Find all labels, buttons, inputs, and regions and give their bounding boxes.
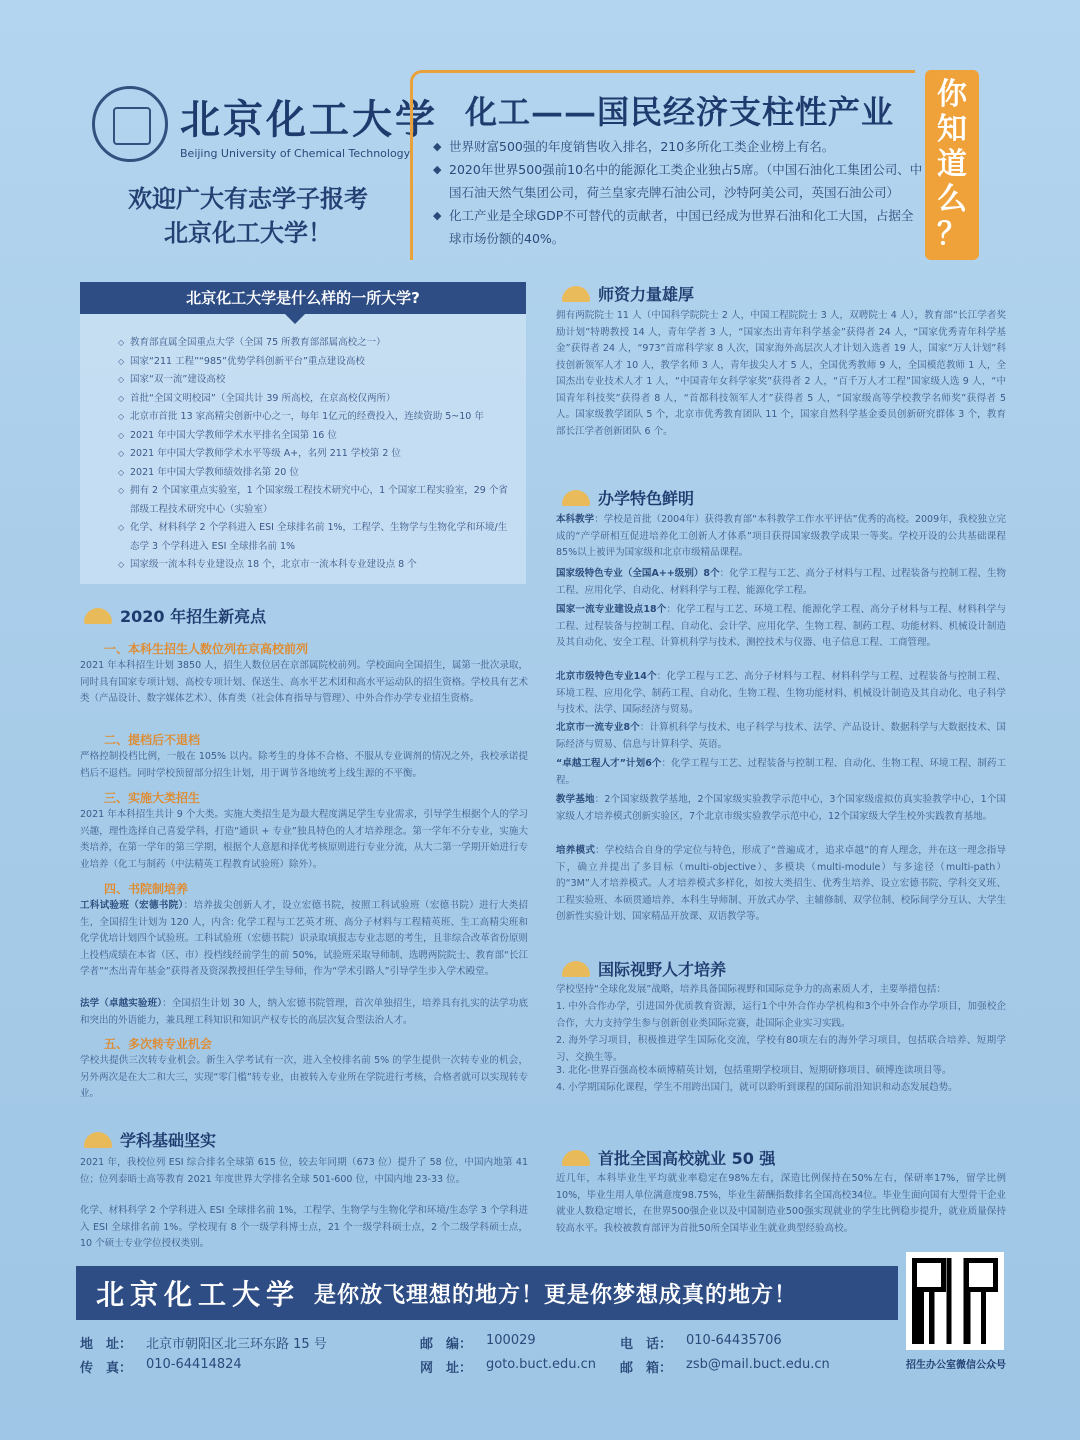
list-item: ◇ 2021 年中国大学教师绩效排名第 20 位 xyxy=(120,464,514,483)
highlight-3-title: 三、实施大类招生 xyxy=(104,791,201,805)
what-university-list xyxy=(80,314,526,575)
fan-icon xyxy=(84,608,112,624)
industry-title: 化工——国民经济支柱性产业 xyxy=(465,93,895,131)
fax: 传 真： 010-64414824 xyxy=(80,1356,242,1376)
list-item: ◆ 2020年世界500强前10名中的能源化工类企业独占5席。（中国石油化工集团公司、中国石油天然气集团公司，荷兰皇家壳牌石油公司，沙特阿美公司，英国石油公司） xyxy=(433,158,923,204)
welcome-message: 欢迎广大有志学子报考 北京化工大学！ xyxy=(128,184,368,247)
highlights-header: 2020 年招生新亮点 xyxy=(84,604,266,627)
qr-caption: 招生办公室微信公众号 xyxy=(906,1360,1006,1371)
list-item: ◇ 国家级一流本科专业建设点 18 个，北京市一流本科专业建设点 8 个 xyxy=(120,556,514,575)
foundation-text-2: 化学、材料科学 2 个学科进入 ESI 全球排名前 1%，工程学、生物学与生物化学和环境/生态学 3 个学科进入 ESI 全球排名前 1%。学校现有 8 个一级学科博士点，21 个一级学科硕士点，2 个二级学科硕士点，10 个硕士专业学位授权类别。 xyxy=(80,1205,528,1249)
email[interactable]: 邮 箱： zsb@mail.buct.edu.cn xyxy=(620,1356,830,1376)
what-university-title: 北京化工大学是什么样的一所大学? xyxy=(80,282,526,314)
fan-icon xyxy=(562,490,590,506)
industry-box xyxy=(410,70,923,260)
features-text-1: 本科教学：学校是首批（2004年）获得教育部“本科教学工作水平评估”优秀的高校。2009年，我校独立完成的“产学研相互促进培养化工创新人才体系”项目获得国家级教学成果一等奖。学校开设的公共基础课程85%以上被评为国家级和北京市级精品课程。 xyxy=(556,514,1006,558)
contact-info xyxy=(80,1330,900,1378)
highlight-4-title: 四、书院制培养 xyxy=(104,882,189,896)
international-header: 国际视野人才培养 xyxy=(562,957,726,980)
list-item: ◇ 教育部直属全国重点大学（全国 75 所教育部部属高校之一） xyxy=(120,334,514,353)
list-item: ◇ 首批“全国文明校园”（全国共计 39 所高校，在京高校仅两所） xyxy=(120,390,514,409)
highlight-5-title: 五、多次转专业机会 xyxy=(104,1037,213,1051)
international-text-1: 1. 中外合作办学，引进国外优质教育资源，运行1个中外合作办学机构和3个中外合作办学项目，加强校企合作，大力支持学生参与创新创业类国际竞赛，赴国际企业实习实践。 xyxy=(556,1001,1006,1029)
highlight-3-text: 2021 年本科招生共计 9 个大类。实施大类招生是为最大程度满足学生专业需求，引导学生根据个人的学习兴趣，理性选择自己喜爱学科，打造“通识 + 专业”独具特色的人才培养理念。第一学年不分专业，实施大类培养，在第一学年的第三学期，根据个人意愿和择优考核原则进行专业分流，从大二第一学期开始进行专业培养（化工与制药（中法精英工程教育试验班）除外）。 xyxy=(80,809,528,870)
did-you-know-banner: 你 知 道 么 ？ xyxy=(925,70,979,260)
wechat-qr-code xyxy=(906,1252,1004,1350)
logo-en-name: Beijing University of Chemical Technology xyxy=(180,147,411,160)
university-seal-icon xyxy=(92,86,168,162)
foundation-text-1: 2021 年，我校位列 ESI 综合排名全球第 615 位，较去年同期（673 位）提升了 58 位，中国内地第 41 位；位列泰晤士高等教育 2021 年度世界大学排名全球 501-600 位，中国内地 23-33 位。 xyxy=(80,1157,528,1185)
employment-header: 首批全国高校就业 50 强 xyxy=(562,1146,775,1169)
qr-code-icon xyxy=(912,1258,998,1344)
features-text-3: 国家一流专业建设点18个：化学工程与工艺、环境工程、能源化学工程、高分子材料与工程、材料科学与工程、过程装备与控制工程、自动化、会计学、应用化学、生物工程、制药工程、功能材料、机械设计制造及其自动化、安全工程、计算机科学与技术、测控技术与仪器、电子信息工程、工商管理。 xyxy=(556,604,1006,648)
industry-list xyxy=(433,135,923,250)
features-text-6: “卓越工程人才”计划6个：化学工程与工艺、过程装备与控制工程、自动化、生物工程、环境工程、制药工程。 xyxy=(556,758,1006,786)
slogan-text: 是你放飞理想的地方！更是你梦想成真的地方！ xyxy=(314,1282,798,1308)
international-text-3: 3. 北化-世界百强高校本硕博精英计划，包括重期学校项目、短期研修项目、硕博连读项目等。 xyxy=(556,1065,952,1076)
list-item: ◇ 拥有 2 个国家重点实验室，1 个国家级工程技术研究中心，1 个国家工程实验室，29 个省部级工程技术研究中心（实验室） xyxy=(120,482,514,519)
features-text-2: 国家级特色专业（全国A++级别）8个：化学工程与工艺、高分子材料与工程、过程装备与控制工程、生物工程、应用化学、自动化、材料科学与工程、能源化学工程。 xyxy=(556,568,1006,596)
fan-icon xyxy=(562,286,590,302)
highlight-4-text-1: 工科试验班（宏德书院）：培养拔尖创新人才，设立宏德书院，按照工科试验班（宏德书院）进行大类招生，全国招生计划为 120 人，内含: 化学工程与工艺英才班、高分子材料与工程精英班、生工高精尖班和化学优培计划四个试验班。工科试验班（宏德书院）识录取填报志专业志愿的考生，且非综合改革省份原则上投档成绩在本省（区、市）投档线经前学生的前 50%，试验班采取导师制、选聘两院院士、教育部“长江学者”“杰出青年基金”获得者及资深教授担任学生导师，作为“学术引路人”引导学生步入学术殿堂。 xyxy=(80,900,528,977)
faculty-text: 拥有两院院士 11 人（中国科学院院士 2 人，中国工程院院士 3 人，双聘院士 4 人），教育部“长江学者奖励计划”特聘教授 14 人，青年学者 3 人，“国家杰出青年科学基金”获得者 24 人，“国家优秀青年科学基金”获得者 24 人，“973”首席科学家 8 人次，国家海外高层次人才计划入选者 19 人，国家“万人计划”科技创新领军人才 10 人，教学名师 3 人，青年拔尖人才 5 人，全国优秀教师 9 人，全国模范教师 1 人，全国杰出专业技术人才 1 人，“中国青年女科学家奖”获得者 2 人，“百千万人才工程”国家级人选 9 人，“中国青年科技奖”获得者 8 人，“首都科技领军人才”获得者 5 人，“国家级高等学校教学名师奖”获得者 5 人。国家级教学团队 5 个，北京市优秀教育团队 11 个，国家自然科学基金委员创新研究群体 3 个，教育部长江学者创新团队 6 个。 xyxy=(556,310,1006,437)
logo-cn-name: 北京化工大学 xyxy=(180,96,438,143)
features-header: 办学特色鲜明 xyxy=(562,486,694,509)
telephone: 电 话： 010-64435706 xyxy=(620,1332,782,1352)
address: 地 址： 北京市朝阳区北三环东路 15 号 xyxy=(80,1336,327,1352)
international-text-4: 4. 小学期国际化课程，学生不用跨出国门，就可以聆听到课程的国际前沿知识和动态发展趋势。 xyxy=(556,1082,958,1093)
fan-icon xyxy=(84,1132,112,1148)
employment-text: 近几年，本科毕业生平均就业率稳定在98%左右，深造比例保持在50%左右，保研率17%，留学比例10%，毕业生用人单位满意度98.75%，毕业生薪酬指数排名全国高校34位。毕业生面向国有大型骨干企业就业人数稳定增长，在世界500强企业以及中国制造业500强实现就业的学生比例稳步提升，就业质量保持较高水平。我校被教育部评为首批50所全国毕业生就业典型经验高校。 xyxy=(556,1173,1006,1234)
international-text-0: 学校坚持“全球化发展”战略，培养具备国际视野和国际竞争力的高素质人才，主要举措包括： xyxy=(556,984,946,995)
list-item: ◇ 国家“211 工程”“985”优势学科创新平台”重点建设高校 xyxy=(120,353,514,372)
slogan-university-name: 北京化工大学 xyxy=(96,1278,301,1311)
features-text-4: 北京市级特色专业14个：化学工程与工艺、高分子材料与工程、材料科学与工程、过程装备与控制工程、环境工程、应用化学、制药工程、自动化、生物工程、生物功能材料、机械设计制造及其自动化、电子科学与技术、法学、国际经济与贸易。 xyxy=(556,671,1006,715)
foundation-header: 学科基础坚实 xyxy=(84,1128,216,1151)
fan-icon xyxy=(562,1150,590,1166)
highlight-1-title: 一、本科生招生人数位列在京高校前列 xyxy=(104,642,309,656)
list-item: ◆ 世界财富500强的年度销售收入排名，210多所化工类企业榜上有名。 xyxy=(433,135,923,158)
list-item: ◆ 化工产业是全球GDP不可替代的贡献者，中国已经成为世界石油和化工大国，占据全球市场份额的40%。 xyxy=(433,204,923,250)
list-item: ◇ 化学、材料科学 2 个学科进入 ESI 全球排名前 1%，工程学、生物学与生物化学和环境/生态学 3 个学科进入 ESI 全球排名前 1% xyxy=(120,519,514,556)
postcode: 邮 编： 100029 xyxy=(420,1332,536,1352)
features-text-7: 教学基地：2个国家级教学基地，2个国家级实验教学示范中心，3个国家级虚拟仿真实验教学中心，1个国家级人才培养模式创新实验区，7个北京市级实验教学示范中心，12个国家级大学生校外实践教育基地。 xyxy=(556,794,1006,822)
highlight-2-title: 二、提档后不退档 xyxy=(104,733,201,747)
international-text-2: 2. 海外学习项目，积极推进学生国际化交流，学校有80项左右的海外学习项目，包括联合培养、短期学习、交换生等。 xyxy=(556,1035,1006,1063)
what-university-box xyxy=(80,282,526,584)
slogan-banner xyxy=(76,1266,898,1320)
list-item: ◇ 2021 年中国大学教师学术水平排名全国第 16 位 xyxy=(120,427,514,446)
highlight-2-text: 严格控制投档比例，一般在 105% 以内。除考生的身体不合格、不服从专业调剂的情况之外，我校承诺提档后不退档。同时学校预留部分招生计划，用于调节各地统考上线生源的不平衡。 xyxy=(80,751,528,779)
highlight-1-text: 2021 年本科招生计划 3850 人，招生人数位居在京部属院校前列。学校面向全国招生，属第一批次录取，同时具有国家专项计划、高校专项计划、保送生、高水平艺术团和高水平运动队的招生资格。学校具有艺术类（产品设计、数字媒体艺术）、体育类（社会体育指导与管理）、中外合作办学专业招生资格。 xyxy=(80,660,528,704)
features-text-5: 北京市一流专业8个：计算机科学与技术、电子科学与技术、法学、产品设计、数据科学与大数据技术、国际经济与贸易、信息与计算科学、英语。 xyxy=(556,722,1006,750)
list-item: ◇ 2021 年中国大学教师学术水平等级 A+，名列 211 学校第 2 位 xyxy=(120,445,514,464)
faculty-header: 师资力量雄厚 xyxy=(562,282,694,305)
highlight-4-text-2: 法学（卓越实验班）：全国招生计划 30 人，纳入宏德书院管理，首次单独招生，培养具有扎实的法学功底和突出的外语能力，兼具理工科知识和知识产权专长的高层次复合型法治人才。 xyxy=(80,998,528,1026)
list-item: ◇ 国家“双一流”建设高校 xyxy=(120,371,514,390)
university-logo xyxy=(92,86,438,162)
features-text-8: 培养模式：学校结合自身的学定位与特色，形成了“普遍成才，追求卓越”的育人理念，并在这一理念指导下，确立并提出了多目标（multi-objective）、多模块（multi-module）与多途径（multi-path）的“3M”人才培养模式。人才培养模式多样化，如按大类招生、优秀生培养、设立宏德书院、学科交叉班、工程实验班、本硕贯通培养、本科生导师制、开放式办学、主辅修制、双学位制、校际间学分互认、大学生创新性实验计划、国家精品开放课、双语教学等。 xyxy=(556,845,1006,922)
fan-icon xyxy=(562,961,590,977)
highlight-5-text: 学校共提供三次转专业机会。新生入学考试有一次，进入全校排名前 5% 的学生提供一次转专业的机会，另外两次是在大二和大三，实现“零门槛”转专业，由被转入专业所在学院进行考核，合格者就可以实现转专业。 xyxy=(80,1055,528,1099)
website[interactable]: 网 址： goto.buct.edu.cn xyxy=(420,1356,597,1376)
list-item: ◇ 北京市首批 13 家高精尖创新中心之一，每年 1亿元的经费投入，连续资助 5~10 年 xyxy=(120,408,514,427)
